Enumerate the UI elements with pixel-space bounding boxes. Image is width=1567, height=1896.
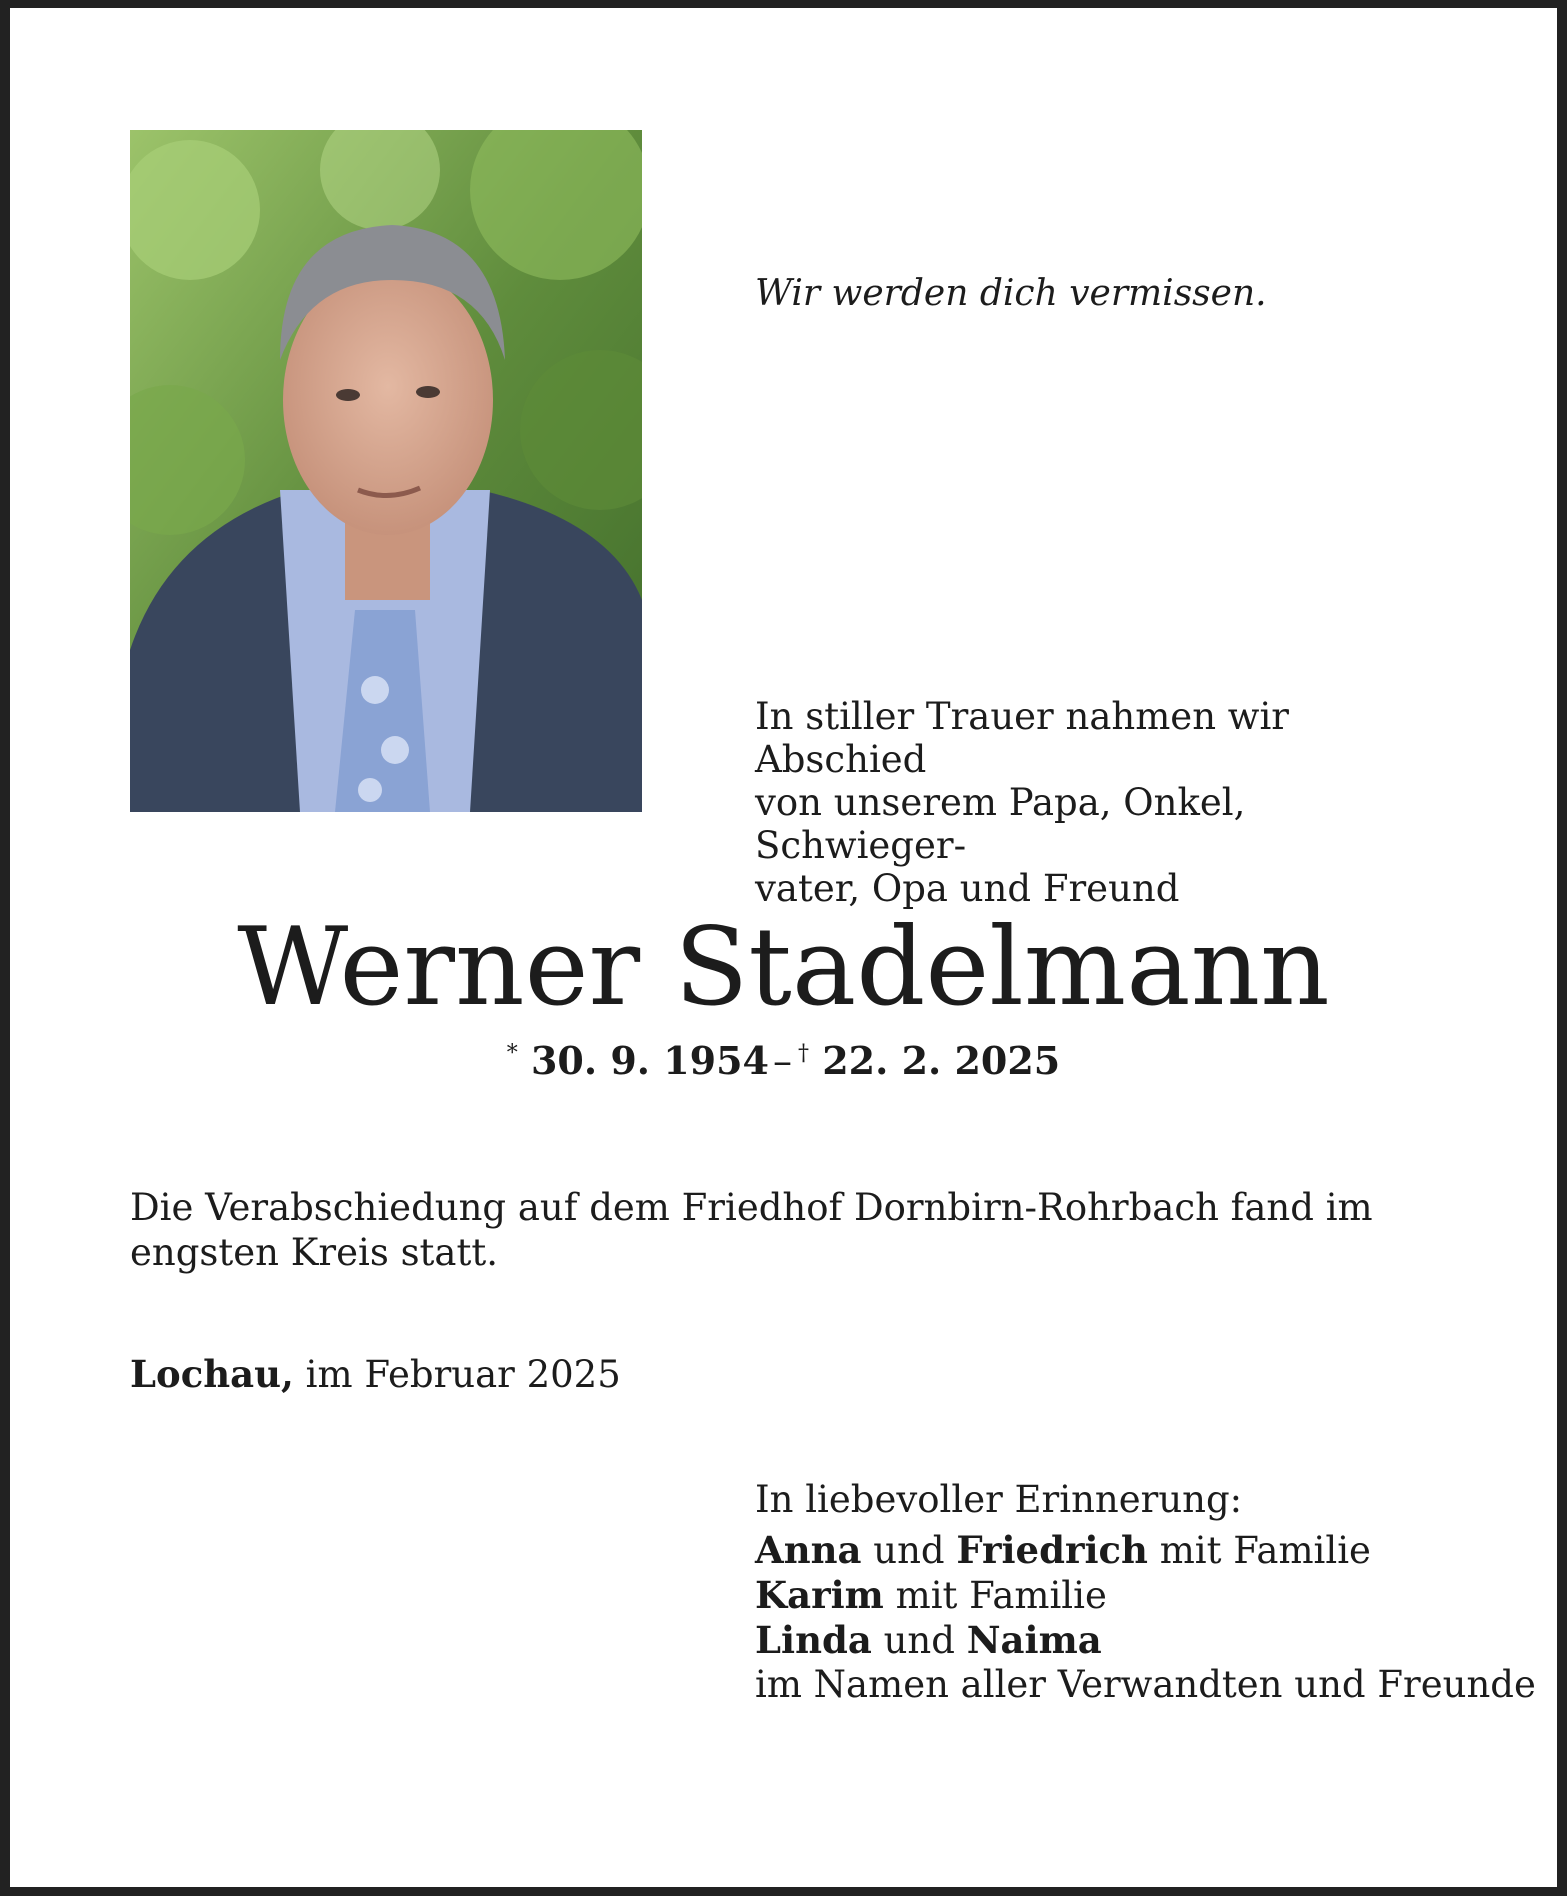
birth-symbol: *: [506, 1041, 518, 1066]
place-date: im Februar 2025: [305, 1353, 621, 1396]
place-town: Lochau,: [130, 1352, 294, 1396]
remembrance-closing: im Namen aller Verwandten und Freunde: [755, 1663, 1536, 1706]
farewell-notice: Die Verabschiedung auf dem Friedhof Dornbirn-Rohrbach fand im engsten Kreis statt.: [130, 1186, 1373, 1274]
death-date: 22. 2. 2025: [822, 1038, 1061, 1083]
mourner-name: Naima: [966, 1618, 1102, 1662]
birth-date: 30. 9. 1954: [530, 1038, 769, 1083]
mourner-suffix: mit Familie: [1159, 1529, 1371, 1572]
mourner-line: [755, 1573, 1536, 1618]
death-symbol: †: [798, 1041, 809, 1066]
mourner-name: Anna: [755, 1528, 862, 1572]
place-and-date: [130, 1352, 621, 1396]
mourner-name: Friedrich: [956, 1528, 1148, 1572]
mourner-line: [755, 1618, 1536, 1663]
remembrance-block: [755, 1478, 1536, 1707]
mourner-name: Linda: [755, 1618, 872, 1662]
memorial-quote: Wir werden dich vermissen.: [755, 273, 1267, 314]
mourner-name: Karim: [755, 1573, 884, 1617]
mourner-suffix: mit Familie: [895, 1574, 1107, 1617]
date-separator: –: [773, 1039, 792, 1083]
deceased-name: Werner Stadelmann: [237, 905, 1330, 1030]
mourner-line: [755, 1528, 1536, 1573]
conjunction: und: [873, 1529, 945, 1572]
portrait-image: [130, 130, 642, 812]
remembrance-heading: In liebevoller Erinnerung:: [755, 1478, 1243, 1521]
life-dates: [0, 1038, 1567, 1083]
portrait-photo: [130, 130, 642, 812]
intro-text: In stiller Trauer nahmen wir Abschied von unserem Papa, Onkel, Schwieger- vater, Opa und Freund: [755, 695, 1289, 910]
conjunction: und: [883, 1619, 955, 1662]
